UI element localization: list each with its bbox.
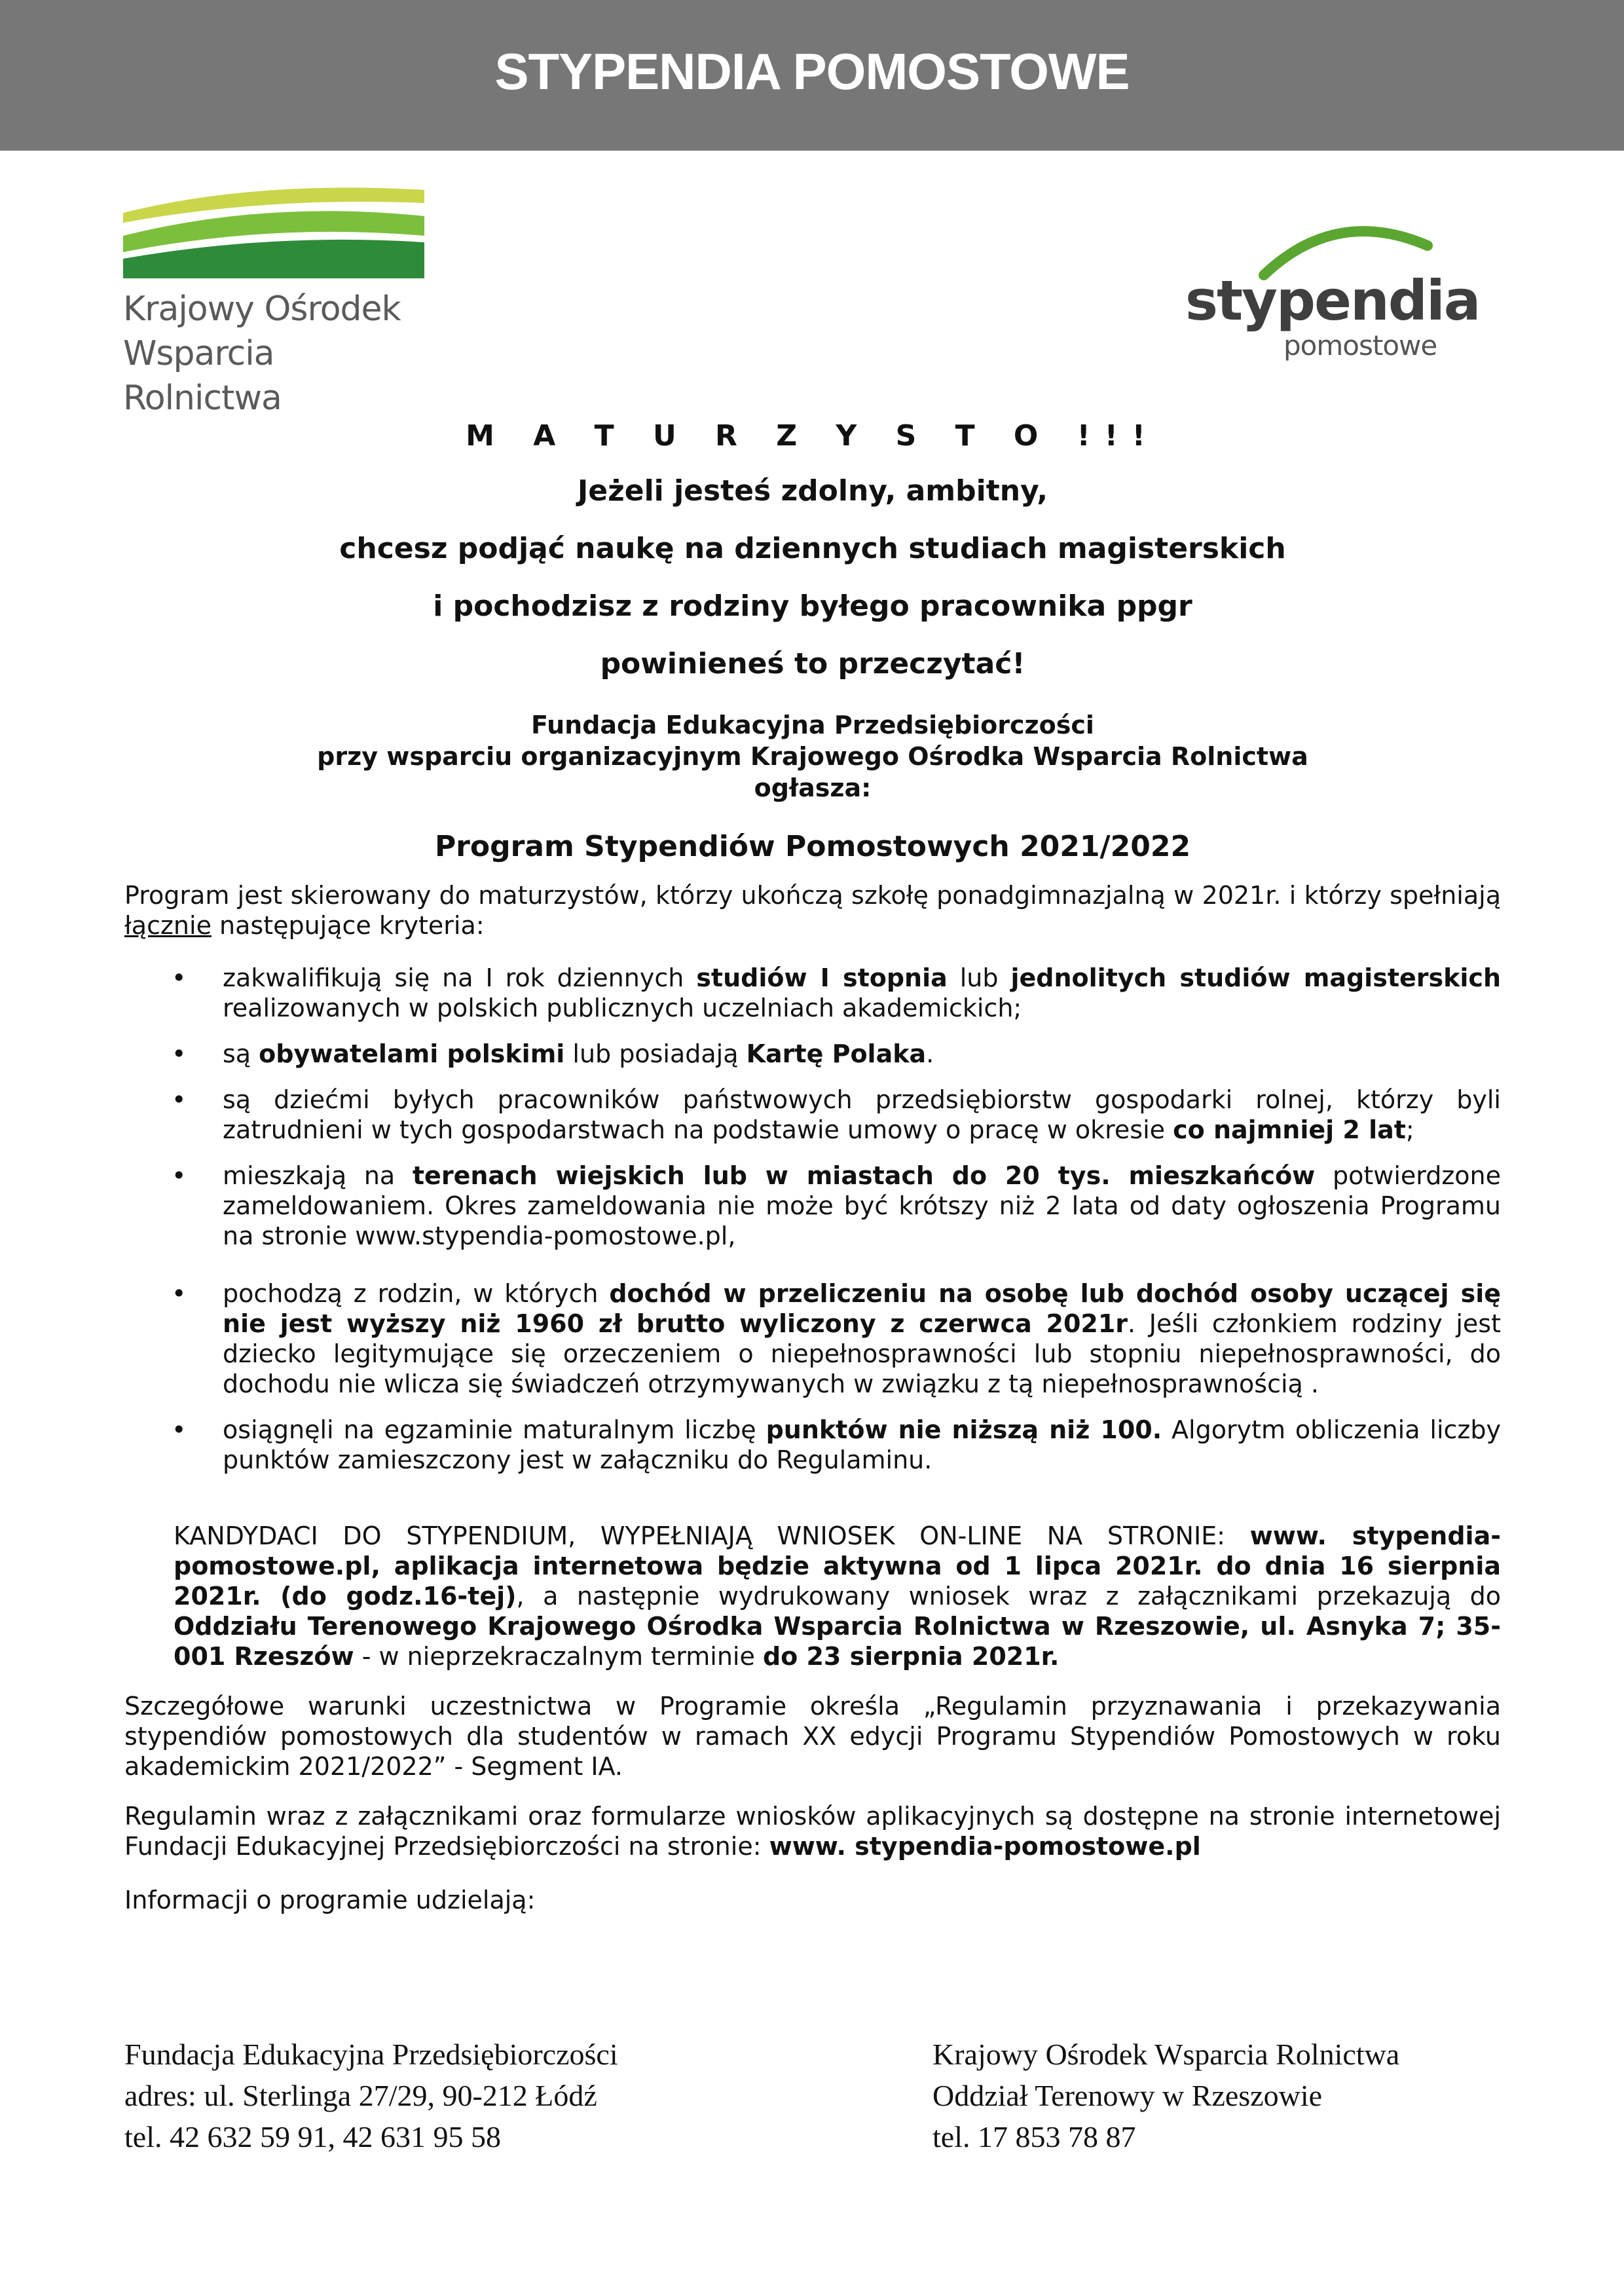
intro-paragraph: Program jest skierowany do maturzystów, którzy ukończą szkołę ponadgimnazjalną w 2021r. i którzy spełniają łącznie następujące kryteria: xyxy=(124,881,1501,940)
contact-left xyxy=(124,2034,779,2157)
criteria-list xyxy=(124,963,1501,1475)
contact-right-phone: tel. 17 853 78 87 xyxy=(932,2120,1136,2153)
info-label: Informacji o programie udzielają: xyxy=(124,1886,536,1914)
details-paragraph: Szczegółowe warunki uczestnictwa w Programie określa „Regulamin przyznawania i przekazywania stypendiów pomostowych dla studentów w ramach XX edycji Programu Stypendiów Pomostowych w roku akademickim 2021/2022” - Segment IA. xyxy=(124,1692,1501,1781)
contact-right-branch: Oddział Terenowy w Rzeszowie xyxy=(932,2079,1323,2112)
organizer-line1: Fundacja Edukacyjna Przedsiębiorczości xyxy=(531,711,1094,739)
contact-left-address: adres: ul. Sterlinga 27/29, 90-212 Łódź xyxy=(124,2079,597,2112)
kowr-line1: Krajowy Ośrodek xyxy=(123,289,401,329)
list-item: • są dziećmi byłych pracowników państwowych przedsiębiorstw gospodarki rolnej, którzy byli zatrudnieni w tych gospodarstwach na podstawie umowy o pracę w okresie co najmniej 2 lat; xyxy=(223,1085,1501,1145)
organizer-block xyxy=(124,709,1501,804)
main-content xyxy=(124,406,1501,1915)
list-item: • pochodzą z rodzin, w których dochód w przeliczeniu na osobę lub dochód osoby uczącej się nie jest wyższy niż 1960 zł brutto wyliczony z czerwca 2021r. Jeśli członkiem rodziny jest dziecko legitymujące się orzeczeniem o niepełnosprawności lub stopniu niepełnosprawności, do dochodu nie wlicza się świadczeń otrzymywanych w związku z tą niepełnosprawnością . xyxy=(223,1278,1501,1399)
header-banner xyxy=(0,0,1624,151)
maturzysto-heading: M A T U R Z Y S T O !!! xyxy=(466,419,1160,453)
banner-title: STYPENDIA POMOSTOWE xyxy=(494,42,1130,100)
headline-line4: powinieneś to przeczytać! xyxy=(600,647,1025,680)
headline-line2: chcesz podjąć naukę na dziennych studiach magisterskich xyxy=(339,532,1286,565)
kowr-stripes-icon xyxy=(123,187,424,282)
program-title: Program Stypendiów Pomostowych 2021/2022 xyxy=(434,830,1191,863)
kowr-line2: Wsparcia Rolnictwa xyxy=(123,334,282,418)
kowr-logo xyxy=(123,187,424,418)
application-paragraph: KANDYDACI DO STYPENDIUM, WYPEŁNIAJĄ WNIOSEK ON-LINE NA STRONIE: www. stypendia-pomostowe.pl, aplikacja internetowa będzie aktywna od 1 lipca 2021r. do dnia 16 sierpnia 2021r. (do godz.16-tej), a następnie wydrukowany wniosek wraz z załącznikami przekazują do Oddziału Terenowego Krajowego Ośrodka Wsparcia Rolnictwa w Rzeszowie, ul. Asnyka 7; 35-001 Rzeszów - w nieprzekraczalnym terminie do 23 sierpnia 2021r. xyxy=(174,1521,1501,1671)
list-item: • są obywatelami polskimi lub posiadają Kartę Polaka. xyxy=(223,1039,1501,1069)
contact-left-phone: tel. 42 632 59 91, 42 631 95 58 xyxy=(124,2120,501,2153)
list-item: • mieszkają na terenach wiejskich lub w miastach do 20 tys. mieszkańców potwierdzone zameldowaniem. Okres zameldowania nie może być krótszy niż 2 lata od daty ogłoszenia Programu na stronie www.stypendia-pomostowe.pl, xyxy=(223,1161,1501,1251)
regulations-paragraph: Regulamin wraz z załącznikami oraz formularze wniosków aplikacyjnych są dostępne na stronie internetowej Fundacji Edukacyjnej Przedsiębiorczości na stronie: www. stypendia-pomostowe.pl xyxy=(124,1802,1501,1861)
headline-line3: i pochodzisz z rodziny byłego pracownika ppgr xyxy=(433,589,1192,623)
list-item: • zakwalifikują się na I rok dziennych studiów I stopnia lub jednolitych studiów magisterskich realizowanych w polskich publicznych uczelniach akademickich; xyxy=(223,963,1501,1023)
stypendia-sub: pomostowe xyxy=(1283,329,1437,362)
stypendia-word: stypendia xyxy=(1185,269,1480,333)
contact-right xyxy=(932,2034,1496,2157)
organizer-line2: przy wsparciu organizacyjnym Krajowego Ośrodka Wsparcia Rolnictwa xyxy=(317,742,1308,771)
list-item: • osiągnęli na egzaminie maturalnym liczbę punktów nie niższą niż 100. Algorytm obliczenia liczby punktów zamieszczony jest w załączniku do Regulaminu. xyxy=(223,1415,1501,1475)
organizer-line3: ogłasza: xyxy=(754,774,872,802)
contact-left-name: Fundacja Edukacyjna Przedsiębiorczości xyxy=(124,2038,618,2071)
headline-line1: Jeżeli jesteś zdolny, ambitny, xyxy=(577,474,1048,508)
stypendia-logo xyxy=(1185,213,1486,364)
contact-right-name: Krajowy Ośrodek Wsparcia Rolnictwa xyxy=(932,2038,1400,2071)
